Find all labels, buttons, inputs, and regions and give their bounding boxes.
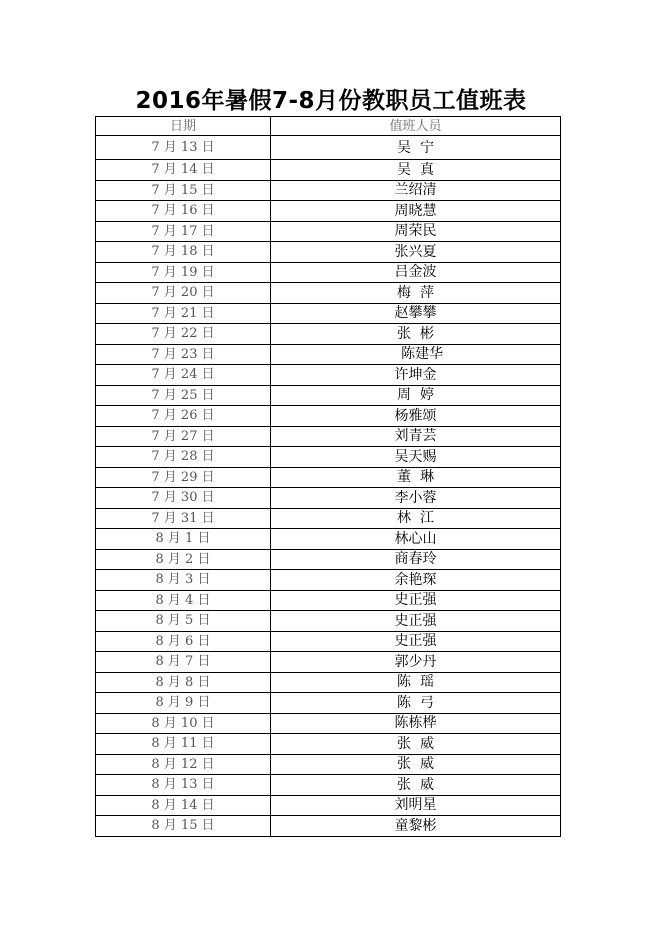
date-cell: 7 月 30 日 (96, 488, 271, 509)
table-row (96, 590, 561, 611)
staff-cell: 周晓慧 (271, 201, 561, 222)
table-row (96, 529, 561, 550)
table-row (96, 426, 561, 447)
header-date: 日期 (96, 117, 271, 136)
table-row (96, 242, 561, 263)
staff-cell: 商春玲 (271, 549, 561, 570)
date-cell: 7 月 29 日 (96, 467, 271, 488)
date-cell: 7 月 13 日 (96, 136, 271, 160)
table-row (96, 221, 561, 242)
date-cell: 7 月 14 日 (96, 160, 271, 181)
table-row (96, 303, 561, 324)
date-cell: 8 月 4 日 (96, 590, 271, 611)
duty-roster-table (95, 116, 561, 837)
table-row (96, 570, 561, 591)
date-cell: 8 月 10 日 (96, 713, 271, 734)
date-cell: 7 月 16 日 (96, 201, 271, 222)
table-row (96, 631, 561, 652)
staff-cell: 刘青芸 (271, 426, 561, 447)
date-cell: 8 月 12 日 (96, 754, 271, 775)
date-cell: 7 月 27 日 (96, 426, 271, 447)
table-row (96, 549, 561, 570)
date-cell: 8 月 5 日 (96, 611, 271, 632)
staff-cell: 刘明星 (271, 795, 561, 816)
date-cell: 8 月 6 日 (96, 631, 271, 652)
staff-cell: 童黎彬 (271, 816, 561, 837)
staff-cell: 陈 弓 (271, 693, 561, 714)
table-row (96, 488, 561, 509)
table-row (96, 672, 561, 693)
date-cell: 7 月 25 日 (96, 385, 271, 406)
staff-cell: 陈 瑶 (271, 672, 561, 693)
table-row (96, 652, 561, 673)
date-cell: 7 月 15 日 (96, 180, 271, 201)
table-row (96, 385, 561, 406)
date-cell: 7 月 18 日 (96, 242, 271, 263)
staff-cell: 吴 宁 (271, 136, 561, 160)
date-cell: 7 月 31 日 (96, 508, 271, 529)
staff-cell: 董 琳 (271, 467, 561, 488)
date-cell: 7 月 23 日 (96, 344, 271, 365)
staff-cell: 陈栋桦 (271, 713, 561, 734)
date-cell: 7 月 24 日 (96, 365, 271, 386)
table-row (96, 136, 561, 160)
table-row (96, 734, 561, 755)
staff-cell: 兰绍清 (271, 180, 561, 201)
date-cell: 8 月 15 日 (96, 816, 271, 837)
date-cell: 8 月 2 日 (96, 549, 271, 570)
date-cell: 8 月 9 日 (96, 693, 271, 714)
table-row (96, 693, 561, 714)
staff-cell: 余艳琛 (271, 570, 561, 591)
staff-cell: 梅 萍 (271, 283, 561, 304)
table-header-row (96, 117, 561, 136)
staff-cell: 张 威 (271, 775, 561, 796)
date-cell: 8 月 11 日 (96, 734, 271, 755)
staff-cell: 史正强 (271, 611, 561, 632)
staff-cell: 史正强 (271, 590, 561, 611)
staff-cell: 许坤金 (271, 365, 561, 386)
header-staff: 值班人员 (271, 117, 561, 136)
date-cell: 7 月 21 日 (96, 303, 271, 324)
date-cell: 7 月 28 日 (96, 447, 271, 468)
staff-cell: 周 婷 (271, 385, 561, 406)
document-title: 2016年暑假7-8月份教职员工值班表 (135, 88, 527, 114)
date-cell: 7 月 20 日 (96, 283, 271, 304)
table-row (96, 201, 561, 222)
date-cell: 8 月 7 日 (96, 652, 271, 673)
table-row (96, 365, 561, 386)
staff-cell: 杨雅颂 (271, 406, 561, 427)
staff-cell: 吴天赐 (271, 447, 561, 468)
table-row (96, 283, 561, 304)
table-row (96, 775, 561, 796)
staff-cell: 李小蓉 (271, 488, 561, 509)
table-row (96, 754, 561, 775)
table-row (96, 262, 561, 283)
date-cell: 8 月 8 日 (96, 672, 271, 693)
staff-cell: 林心山 (271, 529, 561, 550)
staff-cell: 周荣民 (271, 221, 561, 242)
date-cell: 8 月 1 日 (96, 529, 271, 550)
table-row (96, 180, 561, 201)
date-cell: 7 月 19 日 (96, 262, 271, 283)
table-row (96, 344, 561, 365)
table-row (96, 816, 561, 837)
table-row (96, 508, 561, 529)
date-cell: 8 月 3 日 (96, 570, 271, 591)
staff-cell: 张 威 (271, 734, 561, 755)
table-row (96, 795, 561, 816)
staff-cell: 陈建华 (271, 344, 561, 365)
staff-cell: 林 江 (271, 508, 561, 529)
table-row (96, 160, 561, 181)
table-row (96, 324, 561, 345)
date-cell: 7 月 22 日 (96, 324, 271, 345)
table-row (96, 611, 561, 632)
staff-cell: 张兴夏 (271, 242, 561, 263)
date-cell: 8 月 13 日 (96, 775, 271, 796)
table-row (96, 713, 561, 734)
table-row (96, 467, 561, 488)
staff-cell: 张 威 (271, 754, 561, 775)
staff-cell: 张 彬 (271, 324, 561, 345)
staff-cell: 赵攀攀 (271, 303, 561, 324)
date-cell: 7 月 26 日 (96, 406, 271, 427)
staff-cell: 吕金波 (271, 262, 561, 283)
date-cell: 8 月 14 日 (96, 795, 271, 816)
table-row (96, 406, 561, 427)
staff-cell: 郭少丹 (271, 652, 561, 673)
date-cell: 7 月 17 日 (96, 221, 271, 242)
staff-cell: 吴 真 (271, 160, 561, 181)
staff-cell: 史正强 (271, 631, 561, 652)
table-row (96, 447, 561, 468)
